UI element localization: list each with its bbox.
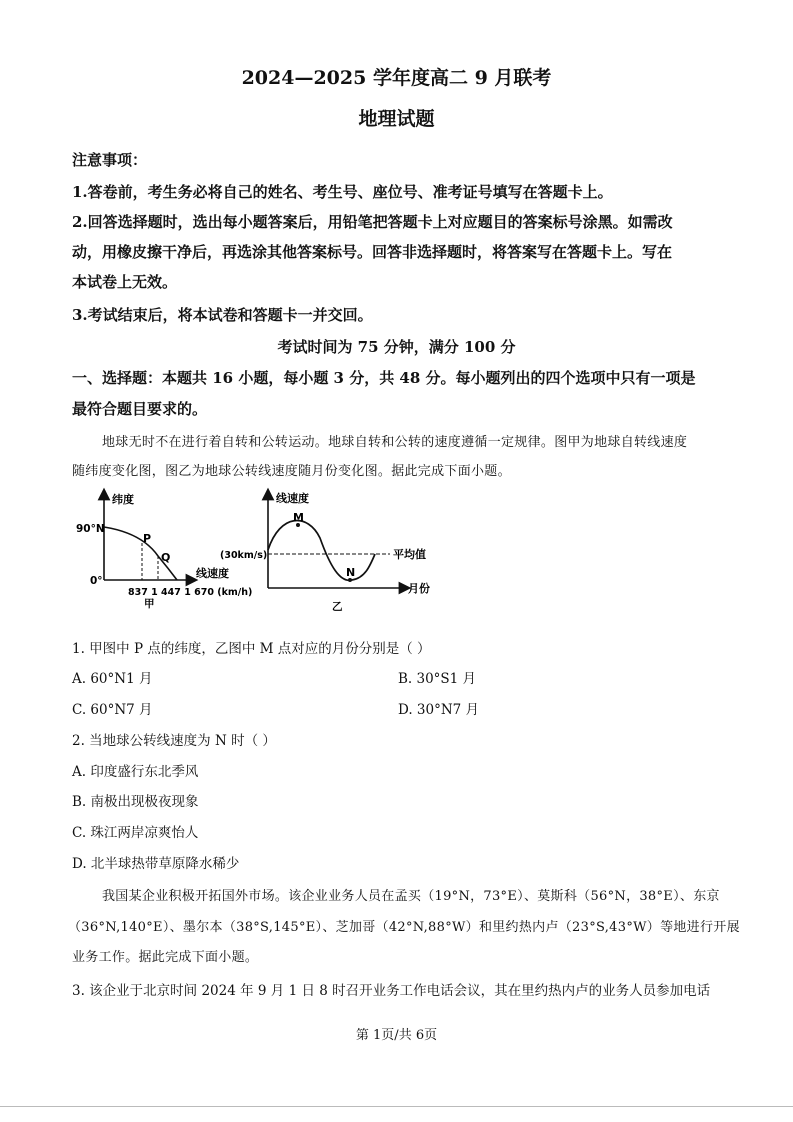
yi-caption: 乙 xyxy=(332,601,343,613)
passage2-line-2: （36°N,140°E）、墨尔本（38°S,145°E）、芝加哥（42°N,88°W）和里约热内卢（23°S,43°W）等地进行开展 xyxy=(68,920,740,935)
q1-stem: 1. 甲图中 P 点的纬度，乙图中 M 点对应的月份分别是（ ） xyxy=(72,641,431,657)
bottom-divider xyxy=(0,1106,793,1107)
notice-heading: 注意事项： xyxy=(72,151,148,169)
yi-curve xyxy=(268,521,375,581)
jia-y-top: 90°N xyxy=(76,523,105,535)
q2-option-c[interactable]: C. 珠江两岸凉爽怡人 xyxy=(72,825,199,841)
q2-option-a[interactable]: A. 印度盛行东北季风 xyxy=(72,764,199,780)
jia-caption: 甲 xyxy=(144,598,155,610)
q1-option-a[interactable]: A. 60°N1 月 xyxy=(72,671,153,687)
figure-yi xyxy=(220,488,440,618)
q1-option-b[interactable]: B. 30°S1 月 xyxy=(398,671,477,687)
jia-x-ticks: 837 1 447 1 670 (km/h) xyxy=(128,587,253,598)
yi-point-m: M xyxy=(293,511,304,524)
notice-line-1: 1.答卷前，考生务必将自己的姓名、考生号、座位号、准考证号填写在答题卡上。 xyxy=(72,183,613,201)
yi-y-label: 线速度 xyxy=(276,492,309,505)
q2-stem: 2. 当地球公转线速度为 N 时（ ） xyxy=(72,733,276,749)
notice-line-5: 3.考试结束后，将本试卷和答题卡一并交回。 xyxy=(72,306,373,324)
jia-y-zero: 0° xyxy=(90,575,103,587)
passage2-line-1: 我国某企业积极开拓国外市场。该企业业务人员在孟买（19°N，73°E）、莫斯科（56°N，38°E）、东京 xyxy=(102,889,720,904)
page-title: 2024—2025 学年度高二 9 月联考 xyxy=(241,67,552,89)
jia-point-p: P xyxy=(143,532,152,545)
passage2-line-3: 业务工作。据此完成下面小题。 xyxy=(72,950,259,965)
jia-y-label: 纬度 xyxy=(112,493,134,506)
section-heading-line-2: 最符合题目要求的。 xyxy=(72,400,208,418)
exam-time: 考试时间为 75 分钟，满分 100 分 xyxy=(277,338,516,356)
yi-point-n: N xyxy=(346,566,356,579)
notice-line-4: 本试卷上无效。 xyxy=(72,273,178,291)
q2-option-b[interactable]: B. 南极出现极夜现象 xyxy=(72,794,199,810)
passage1-line-1: 地球无时不在进行着自转和公转运动。地球自转和公转的速度遵循一定规律。图甲为地球自转线速度 xyxy=(102,435,688,450)
page-number: 第 1页/共 6页 xyxy=(355,1028,438,1043)
notice-line-2: 2.回答选择题时，选出每小题答案后，用铅笔把答题卡上对应题目的答案标号涂黑。如需改 xyxy=(72,213,673,231)
passage1-line-2: 随纬度变化图，图乙为地球公转线速度随月份变化图。据此完成下面小题。 xyxy=(72,464,511,479)
jia-x-label: 线速度 xyxy=(196,567,229,580)
jia-point-q: Q xyxy=(161,551,171,564)
q2-option-d[interactable]: D. 北半球热带草原降水稀少 xyxy=(72,856,240,872)
yi-avg-label: 平均值 xyxy=(393,548,426,561)
page-subtitle: 地理试题 xyxy=(358,108,435,130)
q1-option-d[interactable]: D. 30°N7 月 xyxy=(398,702,480,718)
notice-line-3: 动，用橡皮擦干净后，再选涂其他答案标号。回答非选择题时，将答案写在答题卡上。写在 xyxy=(72,243,673,261)
yi-avg-value: (30km/s) xyxy=(220,550,268,561)
section-heading-line-1: 一、选择题：本题共 16 小题，每小题 3 分，共 48 分。每小题列出的四个选项中只有一项是 xyxy=(72,369,696,387)
q1-option-c[interactable]: C. 60°N7 月 xyxy=(72,702,153,718)
q3-stem: 3. 该企业于北京时间 2024 年 9 月 1 日 8 时召开业务工作电话会议，其在里约热内卢的业务人员参加电话 xyxy=(72,983,711,999)
yi-x-label: 月份 xyxy=(408,582,430,595)
